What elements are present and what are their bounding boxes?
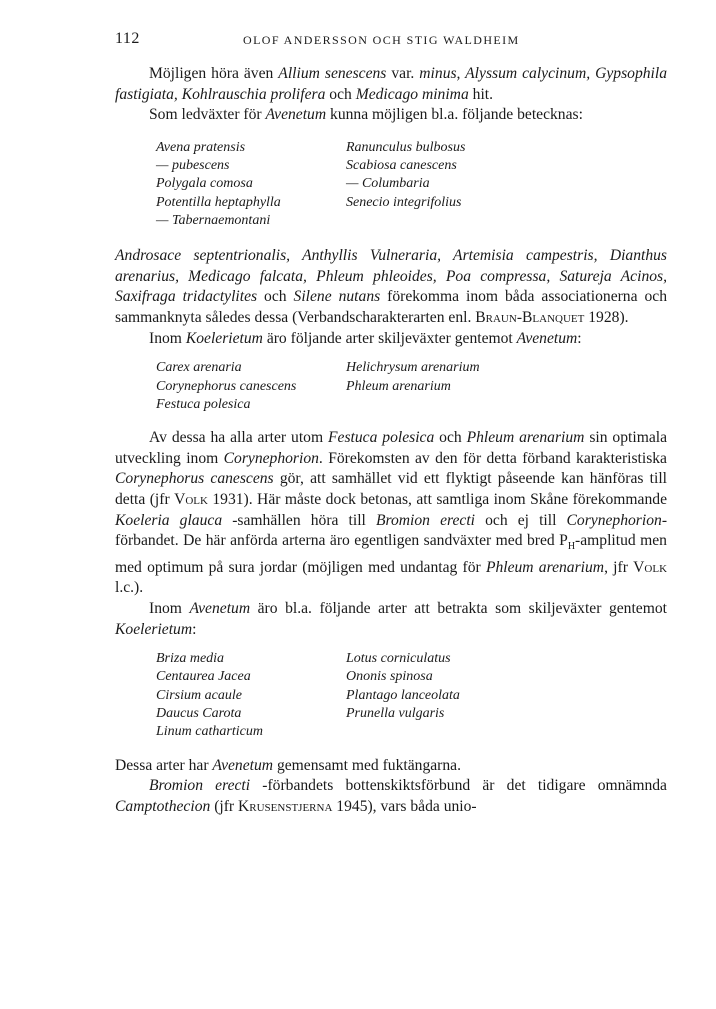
species-list-avenetum-ledvaxter — [115, 139, 667, 230]
list-item: Potentilla heptaphylla — [156, 194, 281, 210]
list-item: Carex arenaria — [156, 360, 242, 376]
list-item: Plantago lanceolata — [346, 687, 460, 703]
paragraph-3: Androsace septentrionalis, Anthyllis Vulneraria, Artemisia campestris, Dianthus arenarius, Medicago falcata, Phleum phleoides, Poa compressa, Satureja Acinos, Saxifraga tridactylites och Silene nutans förekomma inom båda associationerna och sammanknyta således dessa (Verbandscharakterarten enl. Braun-Blanquet 1928). — [115, 247, 667, 327]
paragraph-8: Bromion erecti -förbandets bottenskiktsförbund är det tidigare omnämnda Camptothecion (jfr Krusenstjerna 1945), vars båda unio- — [115, 777, 667, 815]
list-item: — Tabernaemontani — [156, 212, 271, 228]
list-item: Scabiosa canescens — [346, 158, 457, 174]
list-item: Festuca polesica — [156, 396, 251, 412]
list-item: — pubescens — [156, 158, 230, 174]
species-list-avenetum — [115, 650, 667, 741]
list-item: Avena pratensis — [156, 139, 246, 155]
paragraph-7: Dessa arter har Avenetum gemensamt med fuktängarna. — [115, 756, 461, 774]
paragraph-2: Som ledväxter för Avenetum kunna möjligen bl.a. följande betecknas: — [149, 106, 583, 124]
list-item: Prunella vulgaris — [346, 706, 445, 722]
page-header — [115, 30, 666, 50]
paragraph-4: Inom Koelerietum äro följande arter skiljeväxter gentemot Avenetum: — [149, 329, 582, 347]
list-item: Lotus corniculatus — [346, 651, 451, 667]
list-item: Centaurea Jacea — [156, 669, 251, 685]
list-item: Cirsium acaule — [156, 687, 242, 703]
list-item: Briza media — [156, 651, 225, 667]
list-item: Corynephorus canescens — [156, 378, 297, 394]
list-item: Senecio integrifolius — [346, 194, 462, 210]
list-item: Phleum arenarium — [346, 378, 451, 394]
list-item: Polygala comosa — [156, 176, 253, 192]
list-item: Ononis spinosa — [346, 669, 433, 685]
list-item: Helichrysum arenarium — [346, 360, 480, 376]
page-number: 112 — [115, 30, 140, 47]
paragraph-6: Inom Avenetum äro bl.a. följande arter att betrakta som skiljeväxter gentemot Koelerietum: — [115, 599, 667, 638]
list-item: Daucus Carota — [156, 706, 242, 722]
paragraph-5: Av dessa ha alla arter utom Festuca polesica och Phleum arenarium sin optimala utveckling inom Corynephorion. Förekomsten av den för detta förband karakteristiska Corynephorus canescens gör, att samhället vid ett flyktigt påseende kan hänföras till detta (jfr Volk 1931). Här måste dock betonas, att samtliga inom Skåne förekommande Koeleria glauca -samhällen höra till Bromion erecti och ej till Corynephorion-förbandet. De här anförda arterna äro egentligen sandväxter med bred $P_H$-amplitud men med optimum på sura jordar (möjligen med undantag för Phleum arenarium, jfr Volk l.c.). — [115, 429, 668, 597]
list-item: Ranunculus bulbosus — [346, 139, 466, 155]
list-item: — Columbaria — [346, 176, 430, 192]
list-item: Linum catharticum — [156, 724, 263, 740]
running-title: OLOF ANDERSSON OCH STIG WALDHEIM — [243, 33, 520, 47]
paragraph-1: Möjligen höra även Allium senescens var. minus, Alyssum calycinum, Gypsophila fastigiata, Kohlrauschia prolifera och Medicago minima hit. — [115, 65, 667, 103]
species-list-koelerietum — [115, 359, 667, 414]
body-text — [115, 64, 667, 817]
